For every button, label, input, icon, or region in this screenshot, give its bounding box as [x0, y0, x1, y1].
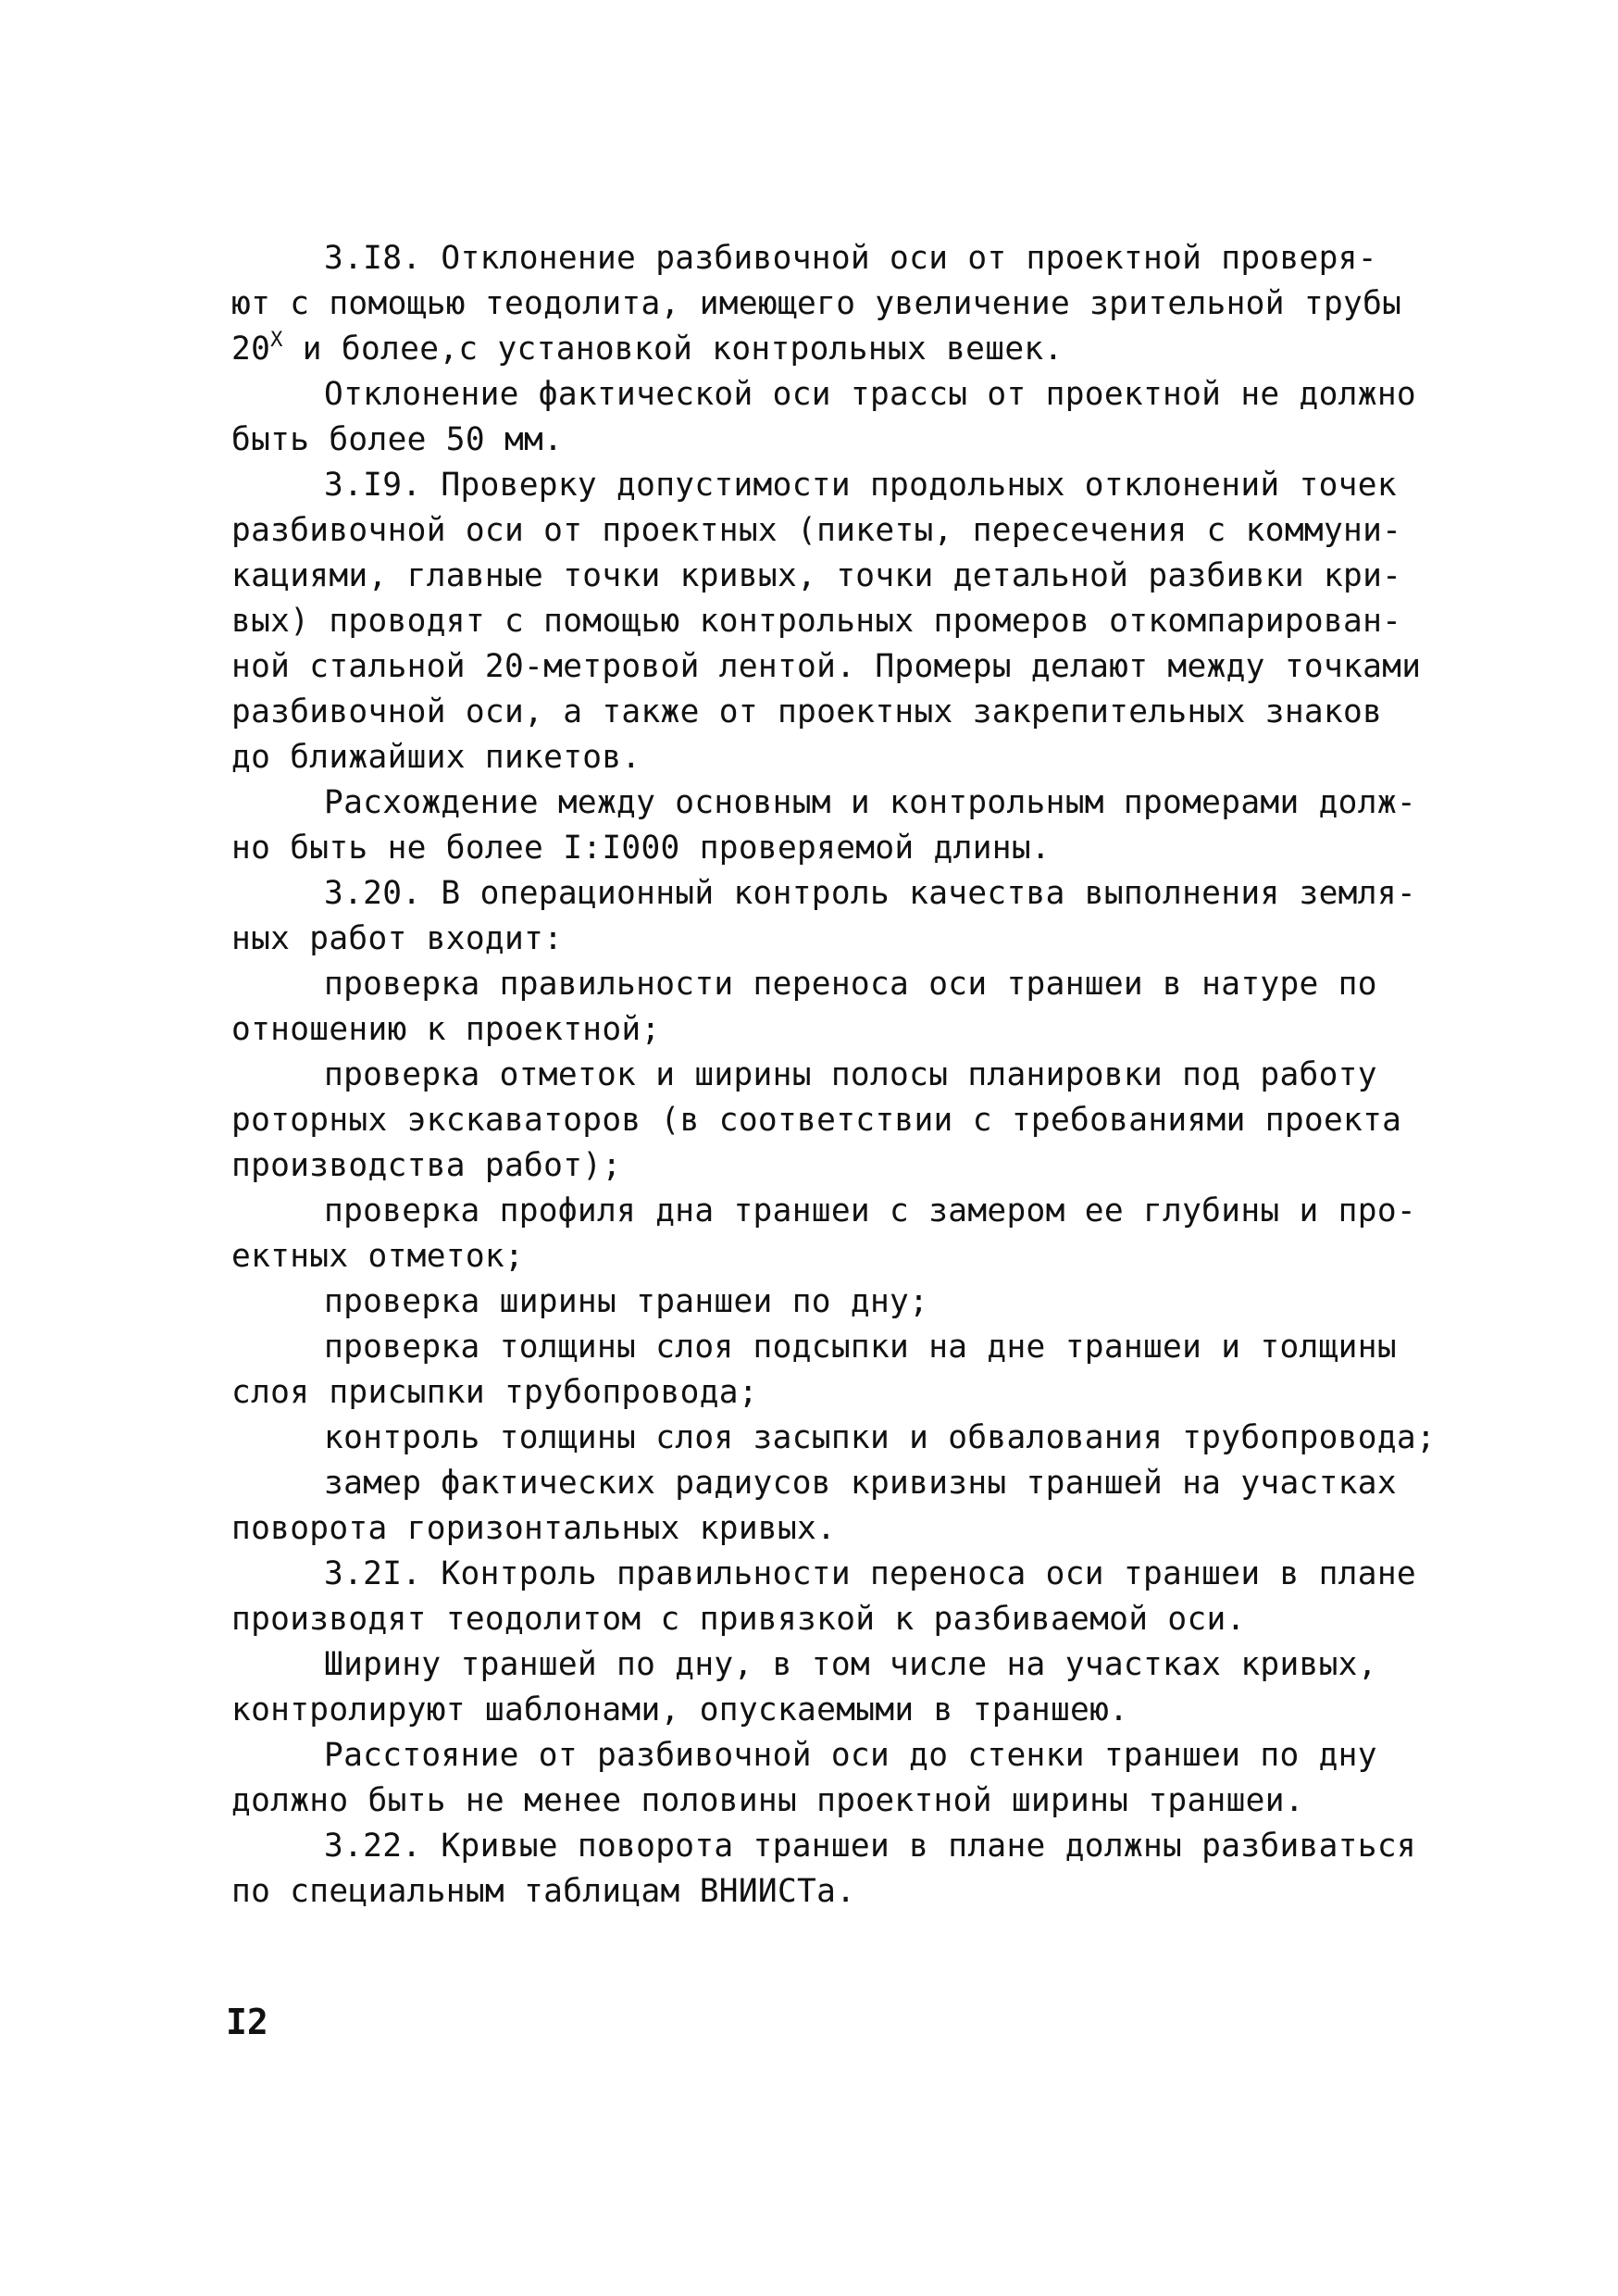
superscript: X: [270, 329, 283, 352]
text-line: 3.I9. Проверку допустимости продольных отклонений точек: [324, 467, 1397, 504]
text-line: Ширину траншей по дну, в том числе на участках кривых,: [324, 1646, 1377, 1683]
text-line: Расхождение между основным и контрольным промерами долж-: [324, 784, 1416, 821]
text-fragment: и более,с установкой контрольных вешек.: [282, 331, 1064, 368]
text-line: по специальным таблицам ВНИИСТа.: [231, 1873, 856, 1910]
text-line: проверка правильности переноса оси траншеи в натуре по: [324, 966, 1377, 1003]
text-line: производства работ);: [231, 1147, 622, 1184]
text-line: ют с помощью теодолита, имеющего увеличение зрительной трубы: [231, 285, 1402, 322]
text-line: проверка ширины траншеи по дну;: [324, 1283, 929, 1320]
text-line: ной стальной 20-метровой лентой. Промеры делают между точками: [231, 648, 1422, 685]
text-line: быть более 50 мм.: [231, 421, 564, 458]
text-line: проверка отметок и ширины полосы планировки под работу: [324, 1056, 1377, 1093]
body-text: [231, 236, 1437, 1915]
text-line: ных работ входит:: [231, 920, 564, 957]
text-line: 3.22. Кривые поворота траншеи в плане должны разбиваться: [324, 1828, 1416, 1865]
text-line: слоя присыпки трубопровода;: [231, 1374, 758, 1411]
text-line: до ближайших пикетов.: [231, 739, 641, 776]
text-line: ектных отметок;: [231, 1238, 525, 1275]
text-line: разбивочной оси, а также от проектных закрепительных знаков: [231, 693, 1383, 730]
text-line: проверка толщины слоя подсыпки на дне траншеи и толщины: [324, 1329, 1397, 1366]
text-line: роторных экскаваторов (в соответствии с требованиями проекта: [231, 1102, 1402, 1139]
text-line: замер фактических радиусов кривизны траншей на участках: [324, 1465, 1397, 1502]
text-line: производят теодолитом с привязкой к разбиваемой оси.: [231, 1601, 1246, 1638]
text-line: разбивочной оси от проектных (пикеты, пересечения с коммуни-: [231, 512, 1402, 549]
text-line: но быть не более I:I000 проверяемой длины.: [231, 830, 1051, 867]
text-fragment: 20: [231, 331, 271, 368]
text-line: поворота горизонтальных кривых.: [231, 1510, 837, 1547]
text-line: должно быть не менее половины проектной ширины траншеи.: [231, 1782, 1304, 1819]
text-line: отношению к проектной;: [231, 1011, 661, 1048]
text-line: 3.2I. Контроль правильности переноса оси траншеи в плане: [324, 1555, 1416, 1592]
text-line: 3.I8. Отклонение разбивочной оси от проектной проверя-: [324, 240, 1377, 277]
text-line: проверка профиля дна траншеи с замером ее глубины и про-: [324, 1192, 1416, 1229]
text-line: Расстояние от разбивочной оси до стенки траншеи по дну: [324, 1737, 1377, 1774]
text-line: 3.20. В операционный контроль качества выполнения земля-: [324, 875, 1416, 912]
page-number: I2: [226, 2002, 268, 2042]
text-line: контролируют шаблонами, опускаемыми в траншею.: [231, 1691, 1129, 1728]
text-line: контроль толщины слоя засыпки и обвалования трубопровода;: [324, 1419, 1437, 1456]
text-line: [231, 327, 1416, 372]
text-line: Отклонение фактической оси трассы от проектной не должно: [324, 376, 1416, 413]
text-line: вых) проводят с помощью контрольных промеров откомпарирован-: [231, 603, 1402, 640]
text-line: кациями, главные точки кривых, точки детальной разбивки кри-: [231, 557, 1402, 594]
